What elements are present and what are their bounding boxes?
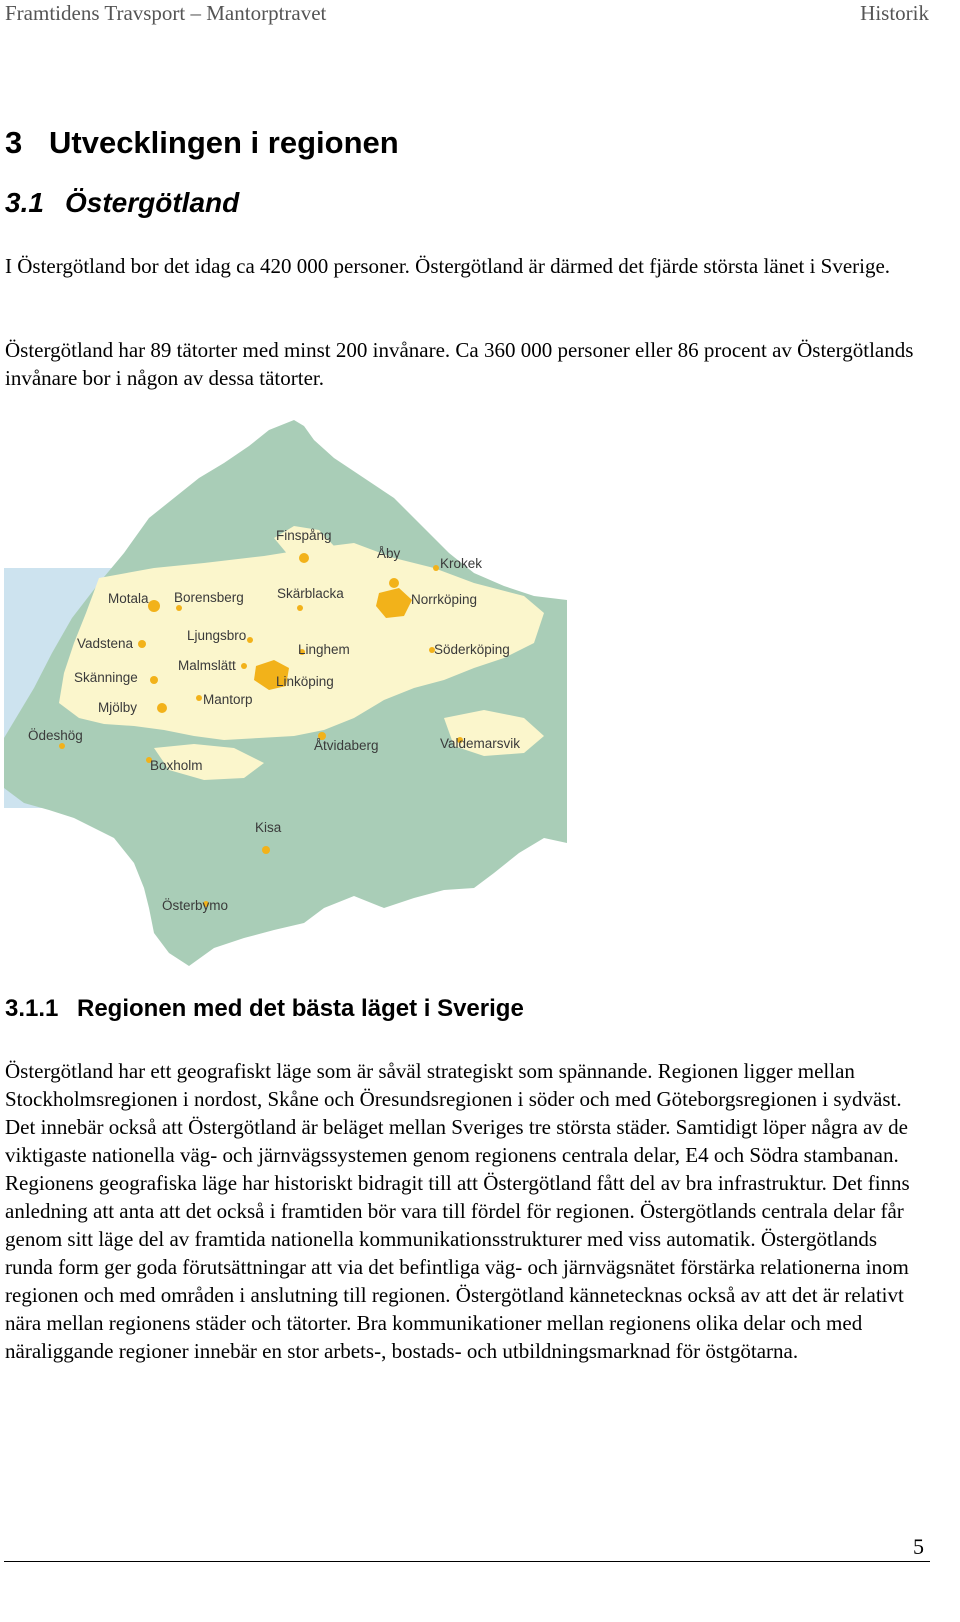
intro-paragraph-1: I Östergötland bor det idag ca 420 000 personer. Östergötland är därmed det fjärde största länet i Sverige. bbox=[5, 254, 891, 278]
town-marker-motala bbox=[148, 600, 160, 612]
map-label-atvidaberg: Åtvidaberg bbox=[314, 738, 379, 753]
map-label-soderkoping: Söderköping bbox=[434, 642, 510, 657]
subsubsection-heading bbox=[5, 995, 524, 1023]
town-marker-mjolby bbox=[157, 703, 167, 713]
map-label-mjolby: Mjölby bbox=[98, 700, 138, 715]
subsection-number: 3.1 bbox=[5, 187, 44, 218]
map-label-malmslatt: Malmslätt bbox=[178, 658, 236, 673]
ostergotland-map bbox=[4, 418, 568, 970]
section-number: 3 bbox=[5, 125, 23, 160]
map-label-finspang: Finspång bbox=[276, 528, 332, 543]
town-marker-krokek bbox=[433, 565, 439, 571]
town-marker-mantorp bbox=[196, 695, 202, 701]
subsection-title: Östergötland bbox=[65, 187, 240, 218]
page-number: 5 bbox=[913, 1534, 924, 1559]
map-label-kisa: Kisa bbox=[255, 820, 282, 835]
town-marker-ljungsbro bbox=[247, 637, 253, 643]
section-heading bbox=[5, 125, 399, 161]
subsubsection-title: Regionen med det bästa läget i Sverige bbox=[77, 995, 524, 1022]
town-marker-skarblacka bbox=[297, 605, 303, 611]
map-label-linkoping: Linköping bbox=[276, 674, 334, 689]
town-marker-skanninge bbox=[150, 676, 158, 684]
map-label-linghem: Linghem bbox=[298, 642, 350, 657]
map-label-motala: Motala bbox=[108, 591, 149, 606]
body-paragraph: Östergötland har ett geografiskt läge som är såväl strategiskt som spännande. Regionen ligger mellan Stockholmsregionen i nordost, Skåne och Öresundsregionen i söder och med Göteborgsregionen i sydväst. Det innebär också att Östergötland är beläget mellan Sveriges tre största städer. Samtidigt löper några av de viktigaste nationella väg- och järnvägssystemen genom regionens centrala delar, E4 och Södra stambanan. Regionens geografiska läge har historiskt bidragit till att Östergötland fått del av bra infrastruktur. Det finns anledning att anta att det också i framtiden bör vara till fördel för regionen. Östergötlands centrala delar får genom sitt läge del av framtida nationella kommunikationsstrukturer med viss automatik. Östergötlands runda form ger goda förutsättningar att via det befintliga väg- och järnvägsnätet förstärka relationerna inom regionen och med områden i anslutning till regionen. Östergötland kännetecknas också av att det är relativt nära mellan regionens städer och tätorter. Bra kommunikationer mellan regionens olika delar och med näraliggande regioner innebär en stor arbets-, bostads- och utbildningsmarknad för östgötarna. bbox=[5, 1059, 910, 1363]
map-label-osterbymo: Österbymo bbox=[162, 898, 229, 913]
town-marker-malmslatt bbox=[241, 663, 247, 669]
section-title: Utvecklingen i regionen bbox=[49, 125, 399, 160]
intro-paragraph-2: Östergötland har 89 tätorter med minst 200 invånare. Ca 360 000 personer eller 86 procent av Östergötlands invånare bor i någon av dessa tätorter. bbox=[5, 338, 914, 390]
town-marker-finspang bbox=[299, 553, 309, 563]
town-marker-aby bbox=[389, 578, 399, 588]
subsubsection-number: 3.1.1 bbox=[5, 995, 59, 1022]
map-label-krokek: Krokek bbox=[440, 556, 483, 571]
header-chapter-name: Historik bbox=[860, 1, 929, 25]
map-label-skarblacka: Skärblacka bbox=[277, 586, 344, 601]
town-marker-vadstena bbox=[138, 640, 146, 648]
page-header bbox=[5, 0, 929, 26]
map-label-aby: Åby bbox=[377, 546, 401, 561]
map-label-skanninge: Skänninge bbox=[74, 670, 138, 685]
header-document-title: Framtidens Travsport – Mantorptravet bbox=[5, 1, 327, 25]
map-label-norrkoping: Norrköping bbox=[411, 592, 478, 607]
footer-rule bbox=[4, 1561, 930, 1562]
map-label-ljungsbro: Ljungsbro bbox=[187, 628, 247, 643]
town-marker-kisa bbox=[262, 846, 270, 854]
map-label-borensberg: Borensberg bbox=[174, 590, 244, 605]
map-label-vadstena: Vadstena bbox=[77, 636, 134, 651]
town-marker-odeshog bbox=[59, 743, 65, 749]
map-label-boxholm: Boxholm bbox=[150, 758, 203, 773]
map-label-mantorp: Mantorp bbox=[203, 692, 253, 707]
subsection-heading bbox=[5, 187, 239, 219]
map-label-valdemarsvik: Valdemarsvik bbox=[440, 736, 521, 751]
town-marker-borensberg bbox=[176, 605, 182, 611]
map-label-odeshog: Ödeshög bbox=[28, 728, 83, 743]
